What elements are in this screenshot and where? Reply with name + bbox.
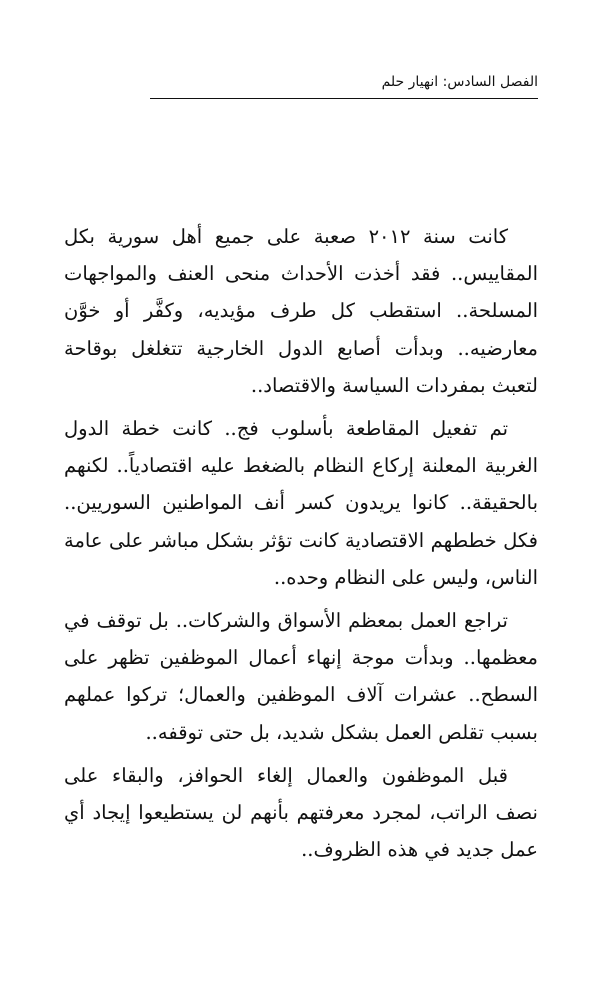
running-header: الفصل السادس: انهيار حلم: [150, 72, 538, 99]
paragraph-2: تم تفعيل المقاطعة بأسلوب فج.. كانت خطة الدول الغربية المعلنة إركاع النظام بالضغط عليه اقتصادياً.. لكنهم بالحقيقة.. كانوا يريدون كسر أنف المواطنين السوريين.. فكل خططهم الاقتصادية كانت تؤثر بشكل مباشر على عامة الناس، وليس على النظام وحده..: [64, 417, 538, 589]
paragraph-3: تراجع العمل بمعظم الأسواق والشركات.. بل توقف في معظمها.. وبدأت موجة إنهاء أعمال الموظفين تظهر على السطح.. عشرات آلاف الموظفين والعمال؛ تركوا عملهم بسبب تقلص العمل بشكل شديد، بل حتى توقفه..: [64, 609, 538, 744]
chapter-body: [64, 218, 538, 874]
paragraph-4: قبل الموظفون والعمال إلغاء الحوافز، والبقاء على نصف الراتب، لمجرد معرفتهم بأنهم لن يستطيعوا إيجاد أي عمل جديد في هذه الظروف..: [64, 763, 538, 862]
paragraph-1: كانت سنة ٢٠١٢ صعبة على جميع أهل سورية بكل المقاييس.. فقد أخذت الأحداث منحى العنف والمواجهات المسلحة.. استقطب كل طرف مؤيديه، وكفَّر أو خوَّن معارضيه.. وبدأت أصابع الدول الخارجية تتغلغل بوقاحة لتعبث بمفردات السياسة والاقتصاد..: [64, 225, 538, 397]
